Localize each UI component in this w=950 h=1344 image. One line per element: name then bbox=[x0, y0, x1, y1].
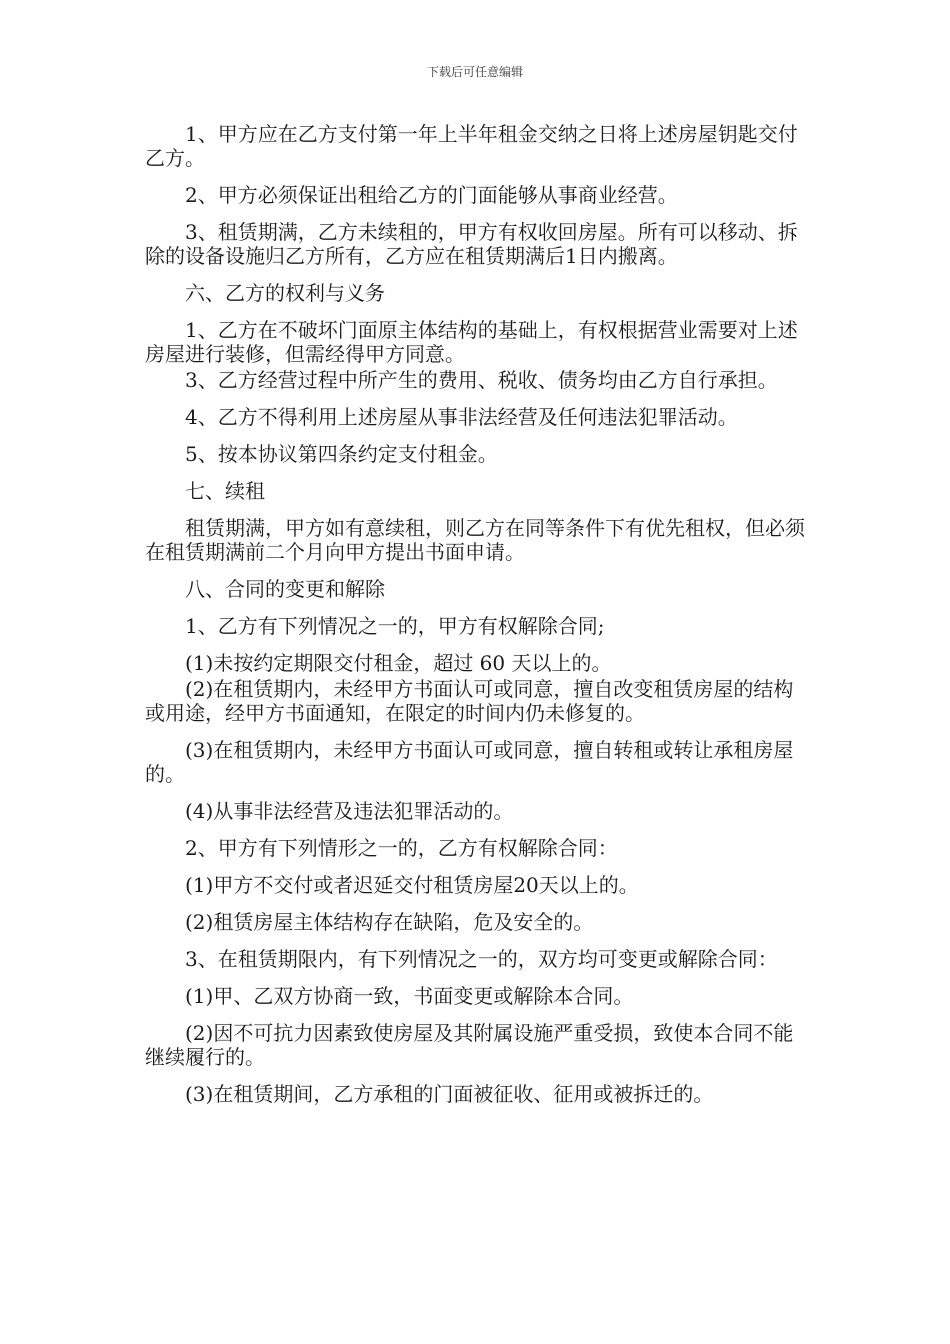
paragraph: 1、乙方在不破坏门面原主体结构的基础上，有权根据营业需要对上述房屋进行装修，但需经得甲方同意。 bbox=[145, 318, 798, 366]
page-header-note: 下载后可任意编辑 bbox=[426, 65, 523, 79]
paragraph: 5、按本协议第四条约定支付租金。 bbox=[185, 442, 498, 466]
paragraph: 七、续租 bbox=[185, 479, 265, 503]
paragraph: 4、乙方不得利用上述房屋从事非法经营及任何违法犯罪活动。 bbox=[185, 405, 738, 429]
paragraph: (2)因不可抗力因素致使房屋及其附属设施严重受损，致使本合同不能继续履行的。 bbox=[145, 1021, 794, 1069]
paragraph: 3、租赁期满，乙方未续租的，甲方有权收回房屋。所有可以移动、拆除的设备设施归乙方所有，乙方应在租赁期满后1日内搬离。 bbox=[145, 220, 798, 268]
paragraph: 八、合同的变更和解除 bbox=[185, 577, 385, 601]
paragraph: (1)甲、乙双方协商一致，书面变更或解除本合同。 bbox=[185, 984, 634, 1008]
paragraph: (1)未按约定期限交付租金，超过 60 天以上的。 bbox=[185, 651, 612, 675]
paragraph: 3、在租赁期限内，有下列情况之一的，双方均可变更或解除合同： bbox=[185, 947, 778, 971]
document-body bbox=[145, 122, 805, 1106]
paragraph: (2)在租赁期内，未经甲方书面认可或同意，擅自改变租赁房屋的结构或用途，经甲方书面通知，在限定的时间内仍未修复的。 bbox=[145, 677, 794, 725]
paragraph: (2)租赁房屋主体结构存在缺陷，危及安全的。 bbox=[185, 910, 594, 934]
paragraph: 2、甲方有下列情形之一的，乙方有权解除合同： bbox=[185, 836, 618, 860]
paragraph: (3)在租赁期间，乙方承租的门面被征收、征用或被拆迁的。 bbox=[185, 1082, 714, 1106]
paragraph: (1)甲方不交付或者迟延交付租赁房屋20天以上的。 bbox=[185, 873, 639, 897]
paragraph: (4)从事非法经营及违法犯罪活动的。 bbox=[185, 799, 514, 823]
paragraph: 3、乙方经营过程中所产生的费用、税收、债务均由乙方自行承担。 bbox=[185, 368, 778, 392]
paragraph: 租赁期满，甲方如有意续租，则乙方在同等条件下有优先租权，但必须在租赁期满前二个月向甲方提出书面申请。 bbox=[145, 516, 805, 564]
paragraph: 1、甲方应在乙方支付第一年上半年租金交纳之日将上述房屋钥匙交付乙方。 bbox=[145, 122, 798, 170]
paragraph: 2、甲方必须保证出租给乙方的门面能够从事商业经营。 bbox=[185, 183, 678, 207]
paragraph: 六、乙方的权利与义务 bbox=[185, 281, 385, 305]
paragraph: 1、乙方有下列情况之一的，甲方有权解除合同; bbox=[185, 614, 605, 638]
paragraph: (3)在租赁期内，未经甲方书面认可或同意，擅自转租或转让承租房屋的。 bbox=[145, 738, 794, 786]
